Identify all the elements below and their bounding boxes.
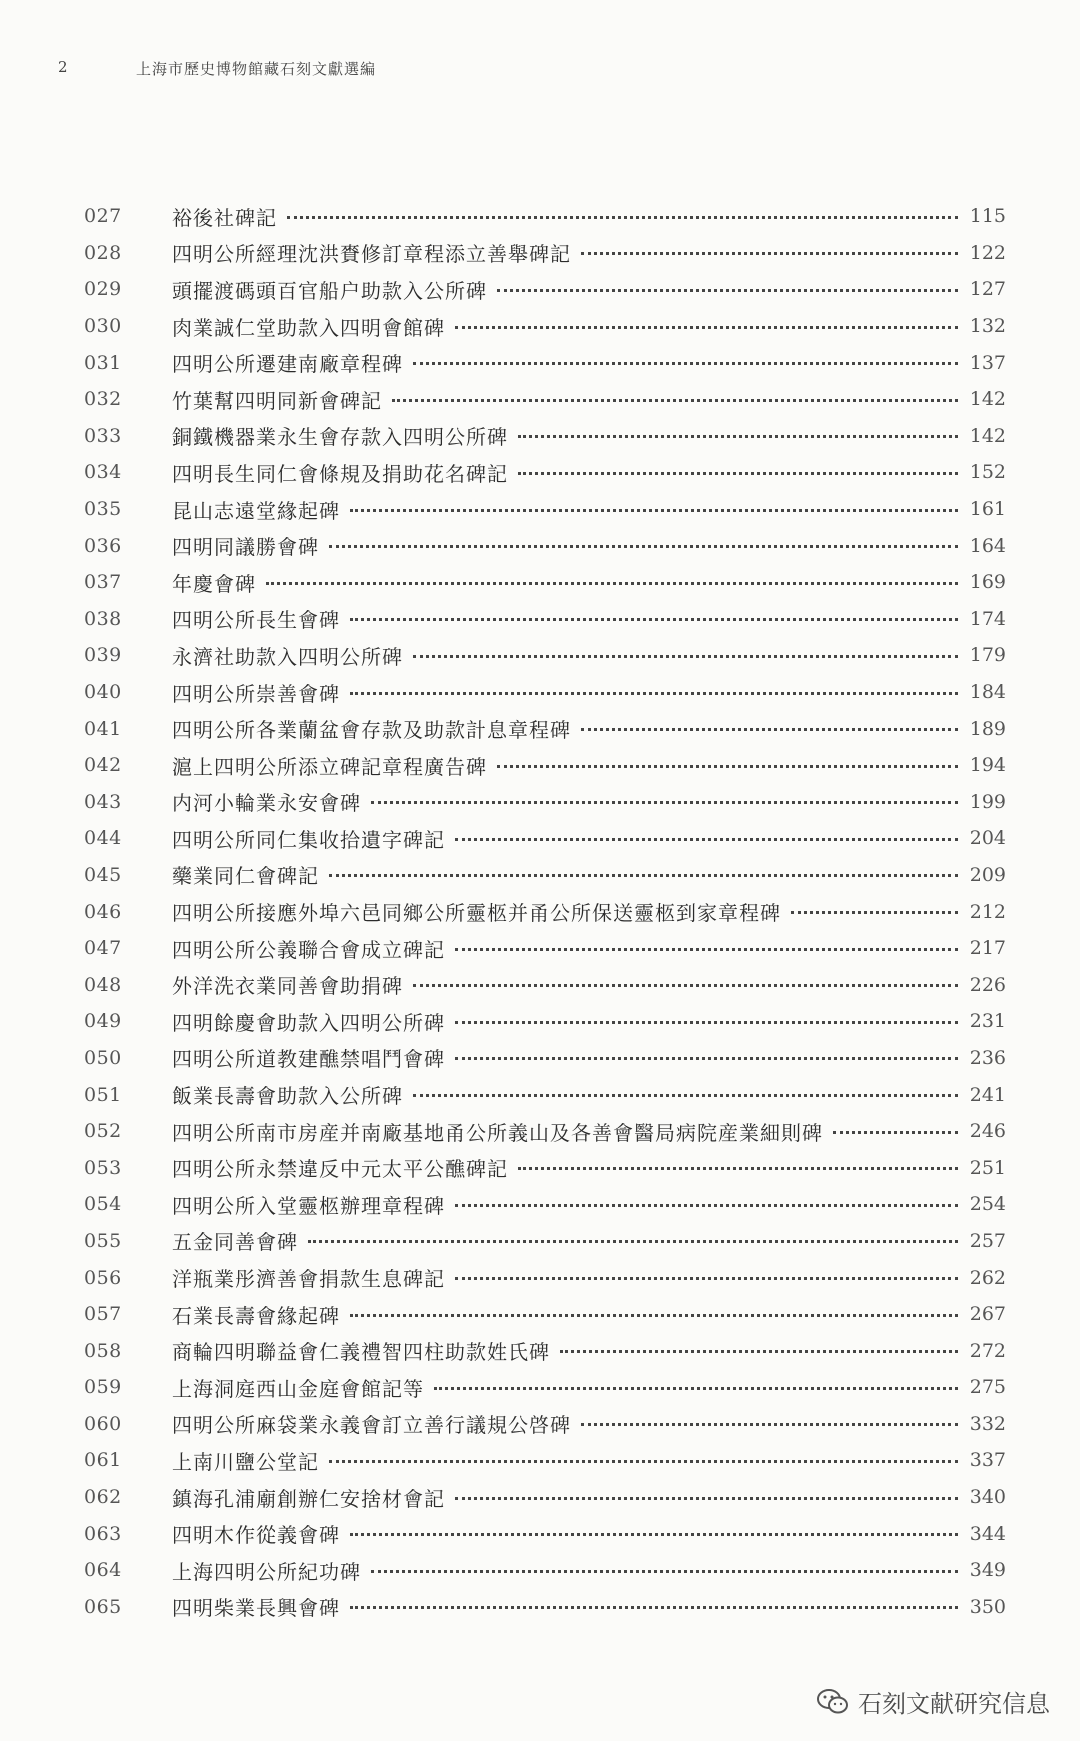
toc-entry bbox=[84, 1186, 1006, 1223]
entry-page: 204 bbox=[969, 827, 1006, 850]
entry-page: 142 bbox=[969, 388, 1006, 411]
entry-title: 鎮海孔浦廟創辦仁安捨材會記 bbox=[172, 1486, 445, 1511]
entry-page: 236 bbox=[969, 1046, 1006, 1069]
dot-leader bbox=[581, 728, 958, 731]
dot-leader bbox=[329, 545, 958, 548]
entry-page: 337 bbox=[969, 1449, 1006, 1472]
toc-entry bbox=[84, 1332, 1006, 1369]
entry-number: 051 bbox=[84, 1083, 122, 1106]
entry-number: 042 bbox=[84, 754, 122, 777]
entry-page: 122 bbox=[969, 241, 1006, 264]
entry-number: 043 bbox=[84, 790, 122, 813]
dot-leader bbox=[434, 1387, 958, 1390]
entry-number: 027 bbox=[84, 205, 122, 228]
entry-number: 052 bbox=[84, 1120, 122, 1143]
entry-number: 047 bbox=[84, 937, 122, 960]
entry-title: 上南川鹽公堂記 bbox=[172, 1449, 319, 1474]
entry-number: 058 bbox=[84, 1339, 122, 1362]
toc-entry bbox=[84, 527, 1006, 564]
toc-entry bbox=[84, 966, 1006, 1003]
toc-entry bbox=[84, 1259, 1006, 1296]
entry-page: 254 bbox=[969, 1193, 1006, 1216]
entry-page: 132 bbox=[969, 315, 1006, 338]
entry-title: 竹葉幫四明同新會碑記 bbox=[172, 388, 382, 413]
entry-page: 209 bbox=[969, 863, 1006, 886]
dot-leader bbox=[350, 509, 958, 512]
dot-leader bbox=[308, 1240, 958, 1243]
entry-number: 035 bbox=[84, 498, 122, 521]
entry-number: 055 bbox=[84, 1229, 122, 1252]
entry-title: 四明公所長生會碑 bbox=[172, 608, 340, 633]
entry-number: 050 bbox=[84, 1046, 122, 1069]
entry-title: 四明同議勝會碑 bbox=[172, 535, 319, 560]
entry-title: 四明公所崇善會碑 bbox=[172, 681, 340, 706]
entry-page: 272 bbox=[969, 1339, 1006, 1362]
entry-number: 040 bbox=[84, 681, 122, 704]
toc-entry bbox=[84, 1406, 1006, 1443]
entry-number: 028 bbox=[84, 241, 122, 264]
dot-leader bbox=[350, 1314, 958, 1317]
dot-leader bbox=[413, 1094, 958, 1097]
entry-page: 161 bbox=[969, 498, 1006, 521]
dot-leader bbox=[560, 1350, 958, 1353]
page-number: 2 bbox=[58, 58, 68, 76]
entry-title: 石業長壽會緣起碑 bbox=[172, 1303, 340, 1328]
entry-title: 銅鐵機器業永生會存款入四明公所碑 bbox=[172, 425, 508, 450]
entry-page: 179 bbox=[969, 644, 1006, 667]
entry-title: 外洋洗衣業同善會助捐碑 bbox=[172, 974, 403, 999]
toc-entry bbox=[84, 1442, 1006, 1479]
dot-leader bbox=[518, 1167, 958, 1170]
entry-title: 四明公所南市房産并南廠基地甬公所義山及各善會醫局病院産業細則碑 bbox=[172, 1120, 823, 1145]
toc-entry bbox=[84, 601, 1006, 638]
entry-page: 169 bbox=[969, 571, 1006, 594]
entry-title: 四明公所麻袋業永義會訂立善行議規公啓碑 bbox=[172, 1413, 571, 1438]
dot-leader bbox=[518, 472, 958, 475]
dot-leader bbox=[833, 1131, 958, 1134]
book-title: 上海市歷史博物館藏石刻文獻選編 bbox=[136, 60, 377, 78]
entry-page: 349 bbox=[969, 1559, 1006, 1582]
entry-page: 189 bbox=[969, 717, 1006, 740]
entry-title: 四明公所同仁集收拾遺字碑記 bbox=[172, 827, 445, 852]
toc-entry bbox=[84, 1552, 1006, 1589]
toc-entry bbox=[84, 1149, 1006, 1186]
entry-page: 174 bbox=[969, 607, 1006, 630]
toc-entry bbox=[84, 344, 1006, 381]
entry-page: 137 bbox=[969, 351, 1006, 374]
dot-leader bbox=[413, 655, 958, 658]
entry-title: 四明公所遷建南廠章程碑 bbox=[172, 352, 403, 377]
entry-number: 064 bbox=[84, 1559, 122, 1582]
entry-page: 267 bbox=[969, 1303, 1006, 1326]
entry-title: 洋瓶業彤濟善會捐款生息碑記 bbox=[172, 1267, 445, 1292]
toc-entry bbox=[84, 637, 1006, 674]
toc-entry bbox=[84, 1040, 1006, 1077]
entry-page: 127 bbox=[969, 278, 1006, 301]
entry-number: 063 bbox=[84, 1522, 122, 1545]
dot-leader bbox=[455, 1204, 958, 1207]
entry-page: 164 bbox=[969, 534, 1006, 557]
entry-page: 152 bbox=[969, 461, 1006, 484]
entry-number: 037 bbox=[84, 571, 122, 594]
dot-leader bbox=[266, 582, 958, 585]
toc-entry bbox=[84, 1223, 1006, 1260]
entry-title: 四明公所道教建醮禁唱鬥會碑 bbox=[172, 1047, 445, 1072]
entry-title: 滬上四明公所添立碑記章程廣告碑 bbox=[172, 754, 487, 779]
entry-page: 344 bbox=[969, 1522, 1006, 1545]
entry-title: 商輪四明聯益會仁義禮智四柱助款姓氏碑 bbox=[172, 1340, 550, 1365]
entry-title: 四明公所接應外埠六邑同鄉公所靈柩并甬公所保送靈柩到家章程碑 bbox=[172, 901, 781, 926]
entry-title: 四明公所入堂靈柩辦理章程碑 bbox=[172, 1193, 445, 1218]
entry-title: 四明柴業長興會碑 bbox=[172, 1596, 340, 1621]
dot-leader bbox=[455, 948, 958, 951]
entry-page: 184 bbox=[969, 681, 1006, 704]
dot-leader bbox=[329, 874, 958, 877]
entry-title: 内河小輪業永安會碑 bbox=[172, 791, 361, 816]
entry-page: 115 bbox=[969, 205, 1006, 228]
entry-number: 059 bbox=[84, 1376, 122, 1399]
entry-page: 142 bbox=[969, 424, 1006, 447]
toc-entry bbox=[84, 1003, 1006, 1040]
entry-page: 194 bbox=[969, 754, 1006, 777]
toc-entry bbox=[84, 235, 1006, 272]
dot-leader bbox=[455, 1057, 958, 1060]
entry-title: 五金同善會碑 bbox=[172, 1230, 298, 1255]
entry-title: 年慶會碑 bbox=[172, 571, 256, 596]
entry-page: 275 bbox=[969, 1376, 1006, 1399]
toc-entry bbox=[84, 491, 1006, 528]
dot-leader bbox=[371, 1570, 958, 1573]
dot-leader bbox=[350, 692, 958, 695]
entry-title: 永濟社助款入四明公所碑 bbox=[172, 644, 403, 669]
entry-number: 045 bbox=[84, 863, 122, 886]
dot-leader bbox=[413, 984, 958, 987]
entry-number: 056 bbox=[84, 1266, 122, 1289]
entry-page: 231 bbox=[969, 1010, 1006, 1033]
entry-number: 049 bbox=[84, 1010, 122, 1033]
entry-title: 四明木作從義會碑 bbox=[172, 1523, 340, 1548]
dot-leader bbox=[455, 838, 958, 841]
toc-entry bbox=[84, 271, 1006, 308]
dot-leader bbox=[791, 911, 958, 914]
entry-title: 四明餘慶會助款入四明公所碑 bbox=[172, 1010, 445, 1035]
entry-title: 昆山志遠堂緣起碑 bbox=[172, 498, 340, 523]
wechat-icon bbox=[816, 1687, 850, 1717]
dot-leader bbox=[371, 801, 958, 804]
entry-title: 四明公所永禁違反中元太平公醮碑記 bbox=[172, 1157, 508, 1182]
toc-entry bbox=[84, 1515, 1006, 1552]
dot-leader bbox=[455, 326, 958, 329]
entry-title: 四明長生同仁會條規及捐助花名碑記 bbox=[172, 461, 508, 486]
entry-number: 057 bbox=[84, 1303, 122, 1326]
dot-leader bbox=[497, 289, 958, 292]
entry-number: 062 bbox=[84, 1486, 122, 1509]
toc-entry bbox=[84, 1076, 1006, 1113]
toc-entry bbox=[84, 308, 1006, 345]
entry-number: 065 bbox=[84, 1595, 122, 1618]
dot-leader bbox=[329, 1460, 958, 1463]
entry-number: 061 bbox=[84, 1449, 122, 1472]
entry-title: 肉業誠仁堂助款入四明會館碑 bbox=[172, 315, 445, 340]
toc-entry bbox=[84, 454, 1006, 491]
toc-entry bbox=[84, 564, 1006, 601]
toc-entry bbox=[84, 674, 1006, 711]
dot-leader bbox=[581, 252, 958, 255]
entry-title: 四明公所各業蘭盆會存款及助款計息章程碑 bbox=[172, 718, 571, 743]
dot-leader bbox=[518, 435, 958, 438]
entry-number: 036 bbox=[84, 534, 122, 557]
entry-number: 054 bbox=[84, 1193, 122, 1216]
entry-page: 332 bbox=[969, 1412, 1006, 1435]
entry-number: 029 bbox=[84, 278, 122, 301]
toc-entry bbox=[84, 198, 1006, 235]
entry-page: 262 bbox=[969, 1266, 1006, 1289]
entry-number: 034 bbox=[84, 461, 122, 484]
toc-entry bbox=[84, 710, 1006, 747]
dot-leader bbox=[455, 1021, 958, 1024]
table-of-contents bbox=[84, 198, 1006, 1625]
toc-entry bbox=[84, 857, 1006, 894]
entry-number: 038 bbox=[84, 607, 122, 630]
toc-entry bbox=[84, 1479, 1006, 1516]
entry-number: 032 bbox=[84, 388, 122, 411]
dot-leader bbox=[497, 765, 958, 768]
entry-page: 257 bbox=[969, 1229, 1006, 1252]
entry-title: 裕後社碑記 bbox=[172, 205, 277, 230]
entry-number: 033 bbox=[84, 424, 122, 447]
dot-leader bbox=[581, 1423, 958, 1426]
toc-entry bbox=[84, 747, 1006, 784]
toc-entry bbox=[84, 893, 1006, 930]
entry-page: 212 bbox=[969, 900, 1006, 923]
entry-title: 四明公所公義聯合會成立碑記 bbox=[172, 937, 445, 962]
entry-number: 031 bbox=[84, 351, 122, 374]
toc-entry bbox=[84, 418, 1006, 455]
entry-number: 039 bbox=[84, 644, 122, 667]
entry-page: 199 bbox=[969, 790, 1006, 813]
entry-title: 四明公所經理沈洪賚修訂章程添立善舉碑記 bbox=[172, 242, 571, 267]
dot-leader bbox=[413, 362, 958, 365]
entry-title: 頭擺渡碼頭百官船户助款入公所碑 bbox=[172, 278, 487, 303]
entry-number: 030 bbox=[84, 315, 122, 338]
entry-page: 226 bbox=[969, 973, 1006, 996]
entry-number: 053 bbox=[84, 1156, 122, 1179]
entry-number: 041 bbox=[84, 717, 122, 740]
entry-page: 350 bbox=[969, 1595, 1006, 1618]
toc-entry bbox=[84, 1369, 1006, 1406]
entry-title: 上海洞庭西山金庭會館記等 bbox=[172, 1376, 424, 1401]
entry-number: 060 bbox=[84, 1412, 122, 1435]
entry-title: 上海四明公所紀功碑 bbox=[172, 1559, 361, 1584]
dot-leader bbox=[392, 399, 958, 402]
dot-leader bbox=[455, 1277, 958, 1280]
toc-entry bbox=[84, 1296, 1006, 1333]
dot-leader bbox=[287, 216, 958, 219]
toc-entry bbox=[84, 820, 1006, 857]
toc-entry bbox=[84, 381, 1006, 418]
entry-page: 340 bbox=[969, 1486, 1006, 1509]
dot-leader bbox=[350, 618, 958, 621]
toc-entry bbox=[84, 930, 1006, 967]
entry-title: 藥業同仁會碑記 bbox=[172, 864, 319, 889]
entry-page: 241 bbox=[969, 1083, 1006, 1106]
entry-page: 251 bbox=[969, 1156, 1006, 1179]
watermark bbox=[816, 1684, 1050, 1719]
dot-leader bbox=[350, 1606, 958, 1609]
dot-leader bbox=[455, 1497, 958, 1500]
entry-number: 044 bbox=[84, 827, 122, 850]
dot-leader bbox=[350, 1533, 958, 1536]
toc-entry bbox=[84, 1113, 1006, 1150]
entry-number: 048 bbox=[84, 973, 122, 996]
toc-entry bbox=[84, 784, 1006, 821]
entry-number: 046 bbox=[84, 900, 122, 923]
watermark-text: 石刻文献研究信息 bbox=[858, 1690, 1050, 1718]
entry-title: 飯業長壽會助款入公所碑 bbox=[172, 1084, 403, 1109]
entry-page: 217 bbox=[969, 937, 1006, 960]
entry-page: 246 bbox=[969, 1120, 1006, 1143]
toc-entry bbox=[84, 1589, 1006, 1626]
